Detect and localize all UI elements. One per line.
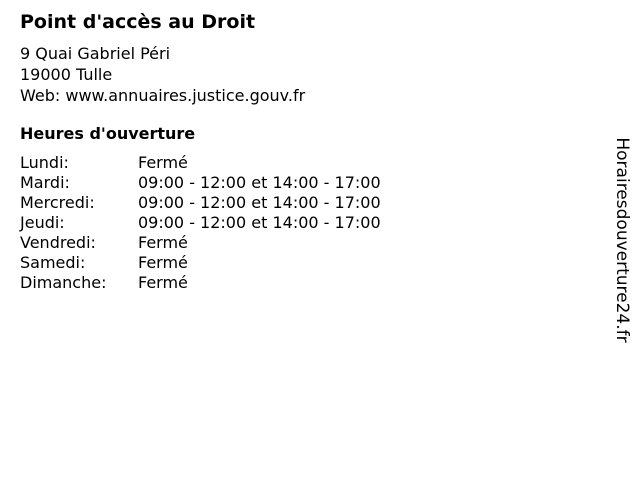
address-city: 19000 Tulle [20, 65, 113, 84]
day-hours: 09:00 - 12:00 et 14:00 - 17:00 [138, 193, 381, 212]
hours-row-monday [20, 153, 381, 173]
opening-hours-heading: Heures d'ouverture [20, 124, 196, 143]
day-label: Jeudi: [20, 213, 65, 232]
day-label: Lundi: [20, 153, 69, 172]
day-label: Samedi: [20, 253, 86, 272]
website-line: Web: www.annuaires.justice.gouv.fr [20, 86, 306, 105]
day-hours: Fermé [138, 233, 188, 252]
address-block [20, 43, 305, 106]
day-label: Dimanche: [20, 273, 107, 292]
site-watermark: Horairesdouverture24.fr [612, 137, 632, 343]
hours-row-friday [20, 233, 381, 253]
day-hours: 09:00 - 12:00 et 14:00 - 17:00 [138, 213, 381, 232]
hours-row-tuesday [20, 173, 381, 193]
day-hours: Fermé [138, 273, 188, 292]
hours-row-wednesday [20, 193, 381, 213]
address-street: 9 Quai Gabriel Péri [20, 44, 171, 63]
opening-hours-table [20, 153, 381, 293]
day-label: Mercredi: [20, 193, 95, 212]
day-hours: 09:00 - 12:00 et 14:00 - 17:00 [138, 173, 381, 192]
hours-row-thursday [20, 213, 381, 233]
place-name: Point d'accès au Droit [20, 11, 256, 33]
hours-row-sunday [20, 273, 381, 293]
hours-row-saturday [20, 253, 381, 273]
day-label: Mardi: [20, 173, 70, 192]
day-hours: Fermé [138, 153, 188, 172]
day-hours: Fermé [138, 253, 188, 272]
day-label: Vendredi: [20, 233, 96, 252]
